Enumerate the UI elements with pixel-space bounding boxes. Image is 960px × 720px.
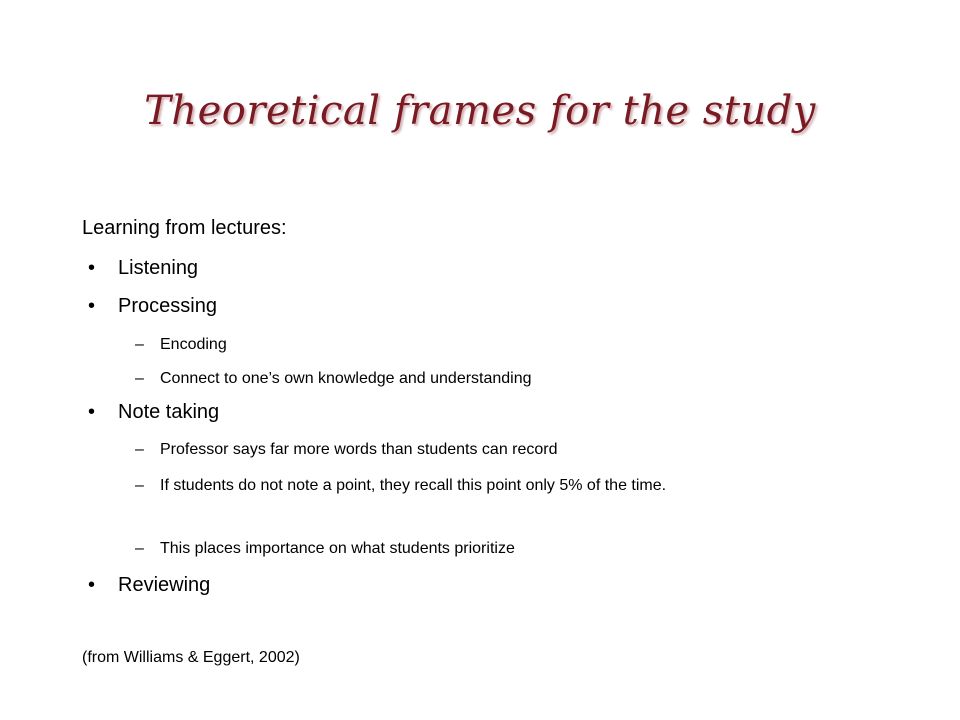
bullet-marker: • — [88, 257, 96, 279]
sub-label: Connect to one’s own knowledge and understanding — [160, 370, 532, 387]
sub-label: Encoding — [160, 336, 227, 353]
bullet-marker: • — [88, 574, 96, 596]
bullet-label: Reviewing — [118, 574, 211, 596]
sub-label: Professor says far more words than students can record — [160, 441, 558, 458]
bullet-marker: • — [88, 401, 96, 423]
bullet-label: Processing — [118, 295, 217, 317]
slide-title: Theoretical frames for the study — [144, 88, 816, 134]
bullet-label: Note taking — [118, 401, 220, 423]
sub-label: If students do not note a point, they recall this point only 5% of the time. — [160, 477, 667, 494]
bullet-label: Listening — [118, 257, 199, 279]
sub-marker: – — [135, 370, 144, 387]
sub-marker: – — [135, 441, 144, 458]
sub-marker: – — [135, 540, 144, 557]
source-citation: (from Williams & Eggert, 2002) — [82, 649, 300, 666]
bullet-marker: • — [88, 295, 96, 317]
sub-marker: – — [135, 477, 144, 494]
intro-heading: Learning from lectures: — [82, 217, 287, 239]
sub-label: This places importance on what students prioritize — [160, 540, 515, 557]
sub-marker: – — [135, 336, 144, 353]
